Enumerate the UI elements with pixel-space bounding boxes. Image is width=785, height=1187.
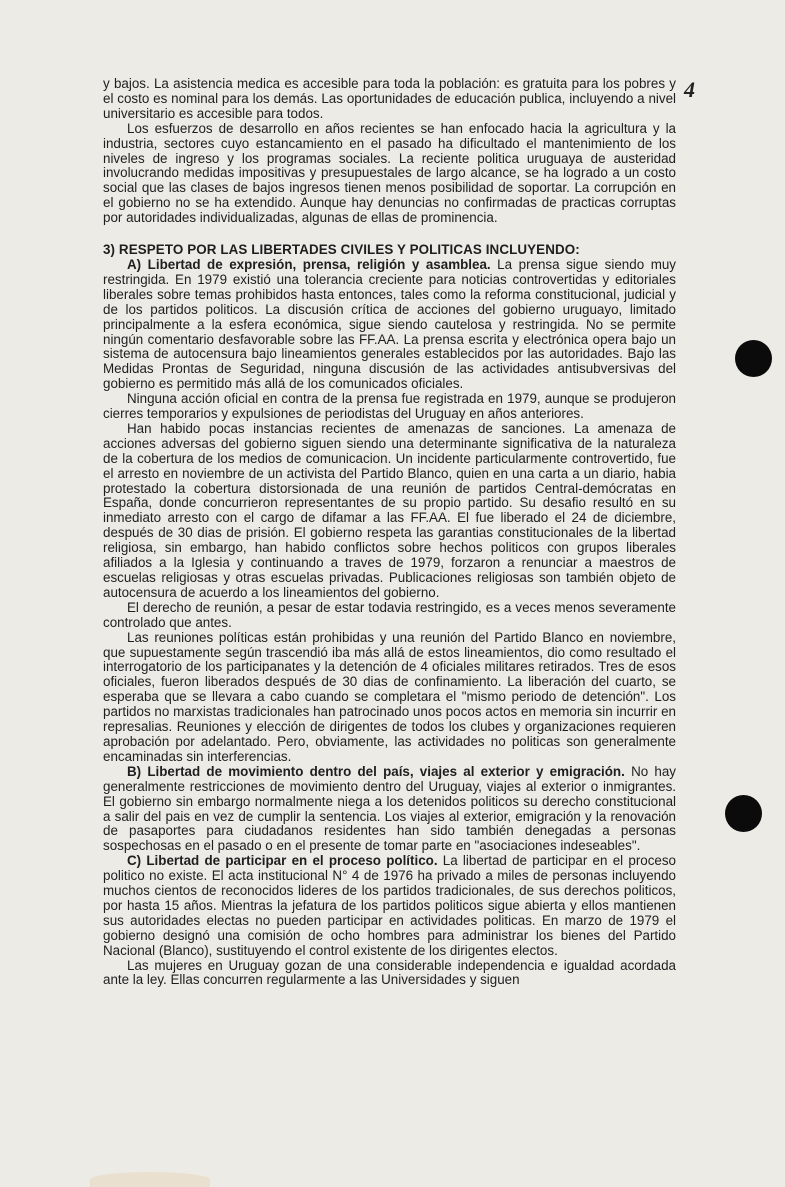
paper-stain — [90, 1172, 210, 1187]
paragraph: El derecho de reunión, a pesar de estar todavia restringido, es a veces menos severamente controlado que antes. — [103, 599, 676, 630]
punch-hole-bottom — [725, 795, 762, 832]
punch-hole-top — [735, 340, 772, 377]
subsection-title: B) Libertad de movimiento dentro del país, viajes al exterior y emigración. — [127, 763, 625, 779]
document-body — [103, 77, 676, 988]
subsection-title: C) Libertad de participar en el proceso político. — [127, 853, 438, 869]
paragraph — [103, 854, 676, 958]
paragraph-text: La libertad de participar en el proceso politico no existe. El acta institucional N° 4 de 1976 ha privado a miles de personas incluyendo muchos cientos de reconocidos lideres de los partidos tradicionales, de sus derechos politicos, por hasta 15 años. Mientras la jefatura de los partidos politicos sigue abierta y ellos mantienen sus autoridades electas no pueden participar en actividades politicas. En marzo de 1979 el gobierno designó una comisión de ocho hombres para administrar los bienes del Partido Nacional (Blanco), sustituyendo el control existente de los dirigentes electos. — [103, 853, 677, 958]
paragraph-text: La prensa sigue siendo muy restringida. En 1979 existió una tolerancia creciente para noticias controvertidas y editoriales liberales sobre temas prohibidos hasta entonces, tales como la reforma constitucional, judicial y de los partidos politicos. La discusión crítica de acciones del gobierno uruguayo, limitado principalmente a la esfera económica, sigue siendo cautelosa y restringida. No se permite ningún comentario desfavorable sobre las FF.AA. La prensa escrita y electrónica opera bajo un sistema de autocensura bajo lineamientos generales establecidos por las autoridades. Bajo las Medidas Prontas de Seguridad, ninguna discusión de las actividades antisubversivas del gobierno es permitido más allá de los comunicados oficiales. — [103, 256, 676, 392]
paragraph: Las reuniones políticas están prohibidas y una reunión del Partido Blanco en noviembre, que supuestamente según trascendió iba más allá de estos lineamientos, dio como resultado el interrogatorio de los participanates y la detención de 4 oficiales militares retirados. Tres de esos oficiales, fueron liberados después de 30 dias de confinamiento. La liberación del cuarto, se esperaba que se llevara a cabo cuando se completara el "mismo periodo de detención". Los partidos no marxistas tradicionales han patrocinado unos pocos actos en memoria sin incurrir en represalias. Reuniones y elección de dirigentes de todos los clubes y organizaciones requieren aprobación por adelantado. Pero, obviamente, las actividades no politicas son generalmente encaminadas sin interferencias. — [103, 629, 676, 764]
paragraph-text: No hay generalmente restricciones de movimiento dentro del Uruguay, viajes al exterior o inmigrantes. El gobierno sin embargo normalmente niega a los detenidos politicos su derecho constitucional a salir del pais en vez de cumplir la sentencia. Los viajes al exterior, emigración y la renovación de pasaportes para ciudadanos residentes han sido también denegadas a personas sospechosas en el pasado o en el presente de tomar parte en "asociaciones indeseables". — [103, 763, 676, 854]
paragraph: Ninguna acción oficial en contra de la prensa fue registrada en 1979, aunque se produjeron cierres temporarios y expulsiones de periodistas del Uruguay en años anteriores. — [103, 391, 676, 422]
paragraph: Los esfuerzos de desarrollo en años recientes se han enfocado hacia la agricultura y la industria, sectores cuyo estancamiento en el pasado ha dificultado el mantenimiento de los niveles de ingreso y los programas sociales. La reciente politica uruguaya de austeridad involucrando medidas impositivas y presupuestales de largo alcance, se ha logrado a un costo social que las clases de bajos ingresos tienen menos posibilidad de soportar. La corrupción en el gobierno no se ha extendido. Aunque hay denuncias no confirmadas de practicas corruptas por autoridades individualizadas, algunas de ellas de prominencia. — [103, 120, 676, 226]
section-heading: 3) RESPETO POR LAS LIBERTADES CIVILES Y POLITICAS INCLUYENDO: — [103, 242, 580, 258]
paragraph: Las mujeres en Uruguay gozan de una considerable independencia e igualdad acordada ante la ley. Ellas concurren regularmente a las Universidades y siguen — [103, 957, 676, 988]
page-number: 4 — [684, 77, 695, 102]
subsection-title: A) Libertad de expresión, prensa, religión y asamblea. — [127, 256, 491, 272]
paragraph — [103, 765, 676, 854]
paragraph: Han habido pocas instancias recientes de amenazas de sanciones. La amenaza de acciones adversas del gobierno siguen siendo una determinante significativa de la naturaleza de la cobertura de los medios de comunicacion. Un incidente particularmente controvertido, fue el arresto en noviembre de un activista del Partido Blanco, quien en una carta a un diario, habia protestado la cobertura distorsionada de una reunión de partidos Central-demócratas en España, donde concurrieron representantes de su propio partido. Su desafio resultó en su inmediato arresto con el cargo de difamar a las FF.AA. El fue liberado el 24 de diciembre, después de 30 dias de prisión. El gobierno respeta las garantias constitucionales de la libertad religiosa, sin embargo, han habido conflictos sobre hechos politicos con grupos liberales afiliados a la Iglesia y continuando a traves de 1979, forzaron a renunciar a maestros de escuelas religiosas y otras escuelas privadas. Publicaciones religiosas son también objeto de autocensura de acuerdo a los lineamientos del gobierno. — [103, 420, 676, 600]
paragraph: y bajos. La asistencia medica es accesible para toda la población: es gratuita para los pobres y el costo es nominal para los demás. Las oportunidades de educación publica, incluyendo a nivel universitario es accesible para todos. — [103, 76, 676, 121]
paragraph — [103, 258, 676, 392]
